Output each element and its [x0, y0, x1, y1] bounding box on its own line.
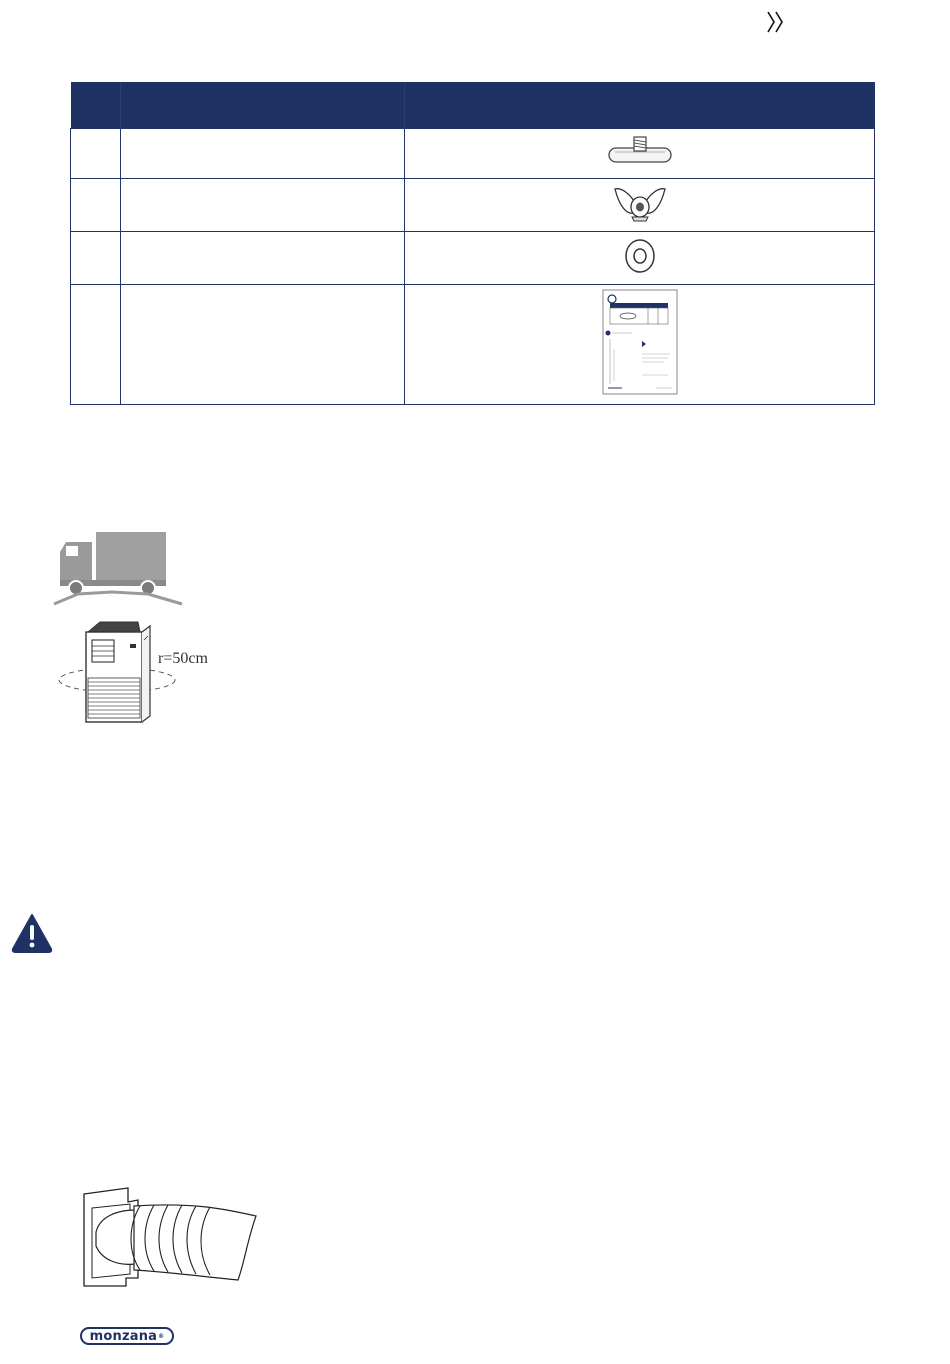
row-name-cell	[121, 179, 405, 232]
clearance-label: r=50cm	[158, 650, 208, 667]
row-picture-cell	[405, 129, 875, 179]
table-row	[71, 232, 875, 285]
wing-nut-icon	[612, 183, 668, 223]
row-name-cell	[121, 129, 405, 179]
row-name-cell	[121, 232, 405, 285]
top-crop-mark-icon	[764, 10, 788, 34]
manual-icon	[602, 289, 678, 395]
row-picture-cell	[405, 232, 875, 285]
brand-logo	[80, 1327, 174, 1345]
exhaust-hose-icon	[78, 1186, 260, 1290]
col-number-header	[71, 82, 121, 129]
portable-ac-unit-icon	[50, 618, 220, 730]
washer-icon	[620, 236, 660, 276]
table-row	[71, 179, 875, 232]
parts-table	[70, 82, 875, 405]
warning-icon	[10, 912, 54, 954]
truck-icon	[52, 530, 186, 606]
row-number-cell	[71, 179, 121, 232]
row-number-cell	[71, 285, 121, 405]
row-picture-cell	[405, 285, 875, 405]
logo-text: monzana	[89, 1328, 158, 1344]
row-name-cell	[121, 285, 405, 405]
row-number-cell	[71, 129, 121, 179]
col-name-header	[121, 82, 405, 129]
row-number-cell	[71, 232, 121, 285]
registered-mark: ®	[158, 1332, 165, 1340]
parts-table-header	[71, 82, 875, 129]
col-picture-header	[405, 82, 875, 129]
t-bolt-icon	[605, 134, 675, 168]
table-row	[71, 129, 875, 179]
row-picture-cell	[405, 179, 875, 232]
table-row	[71, 285, 875, 405]
